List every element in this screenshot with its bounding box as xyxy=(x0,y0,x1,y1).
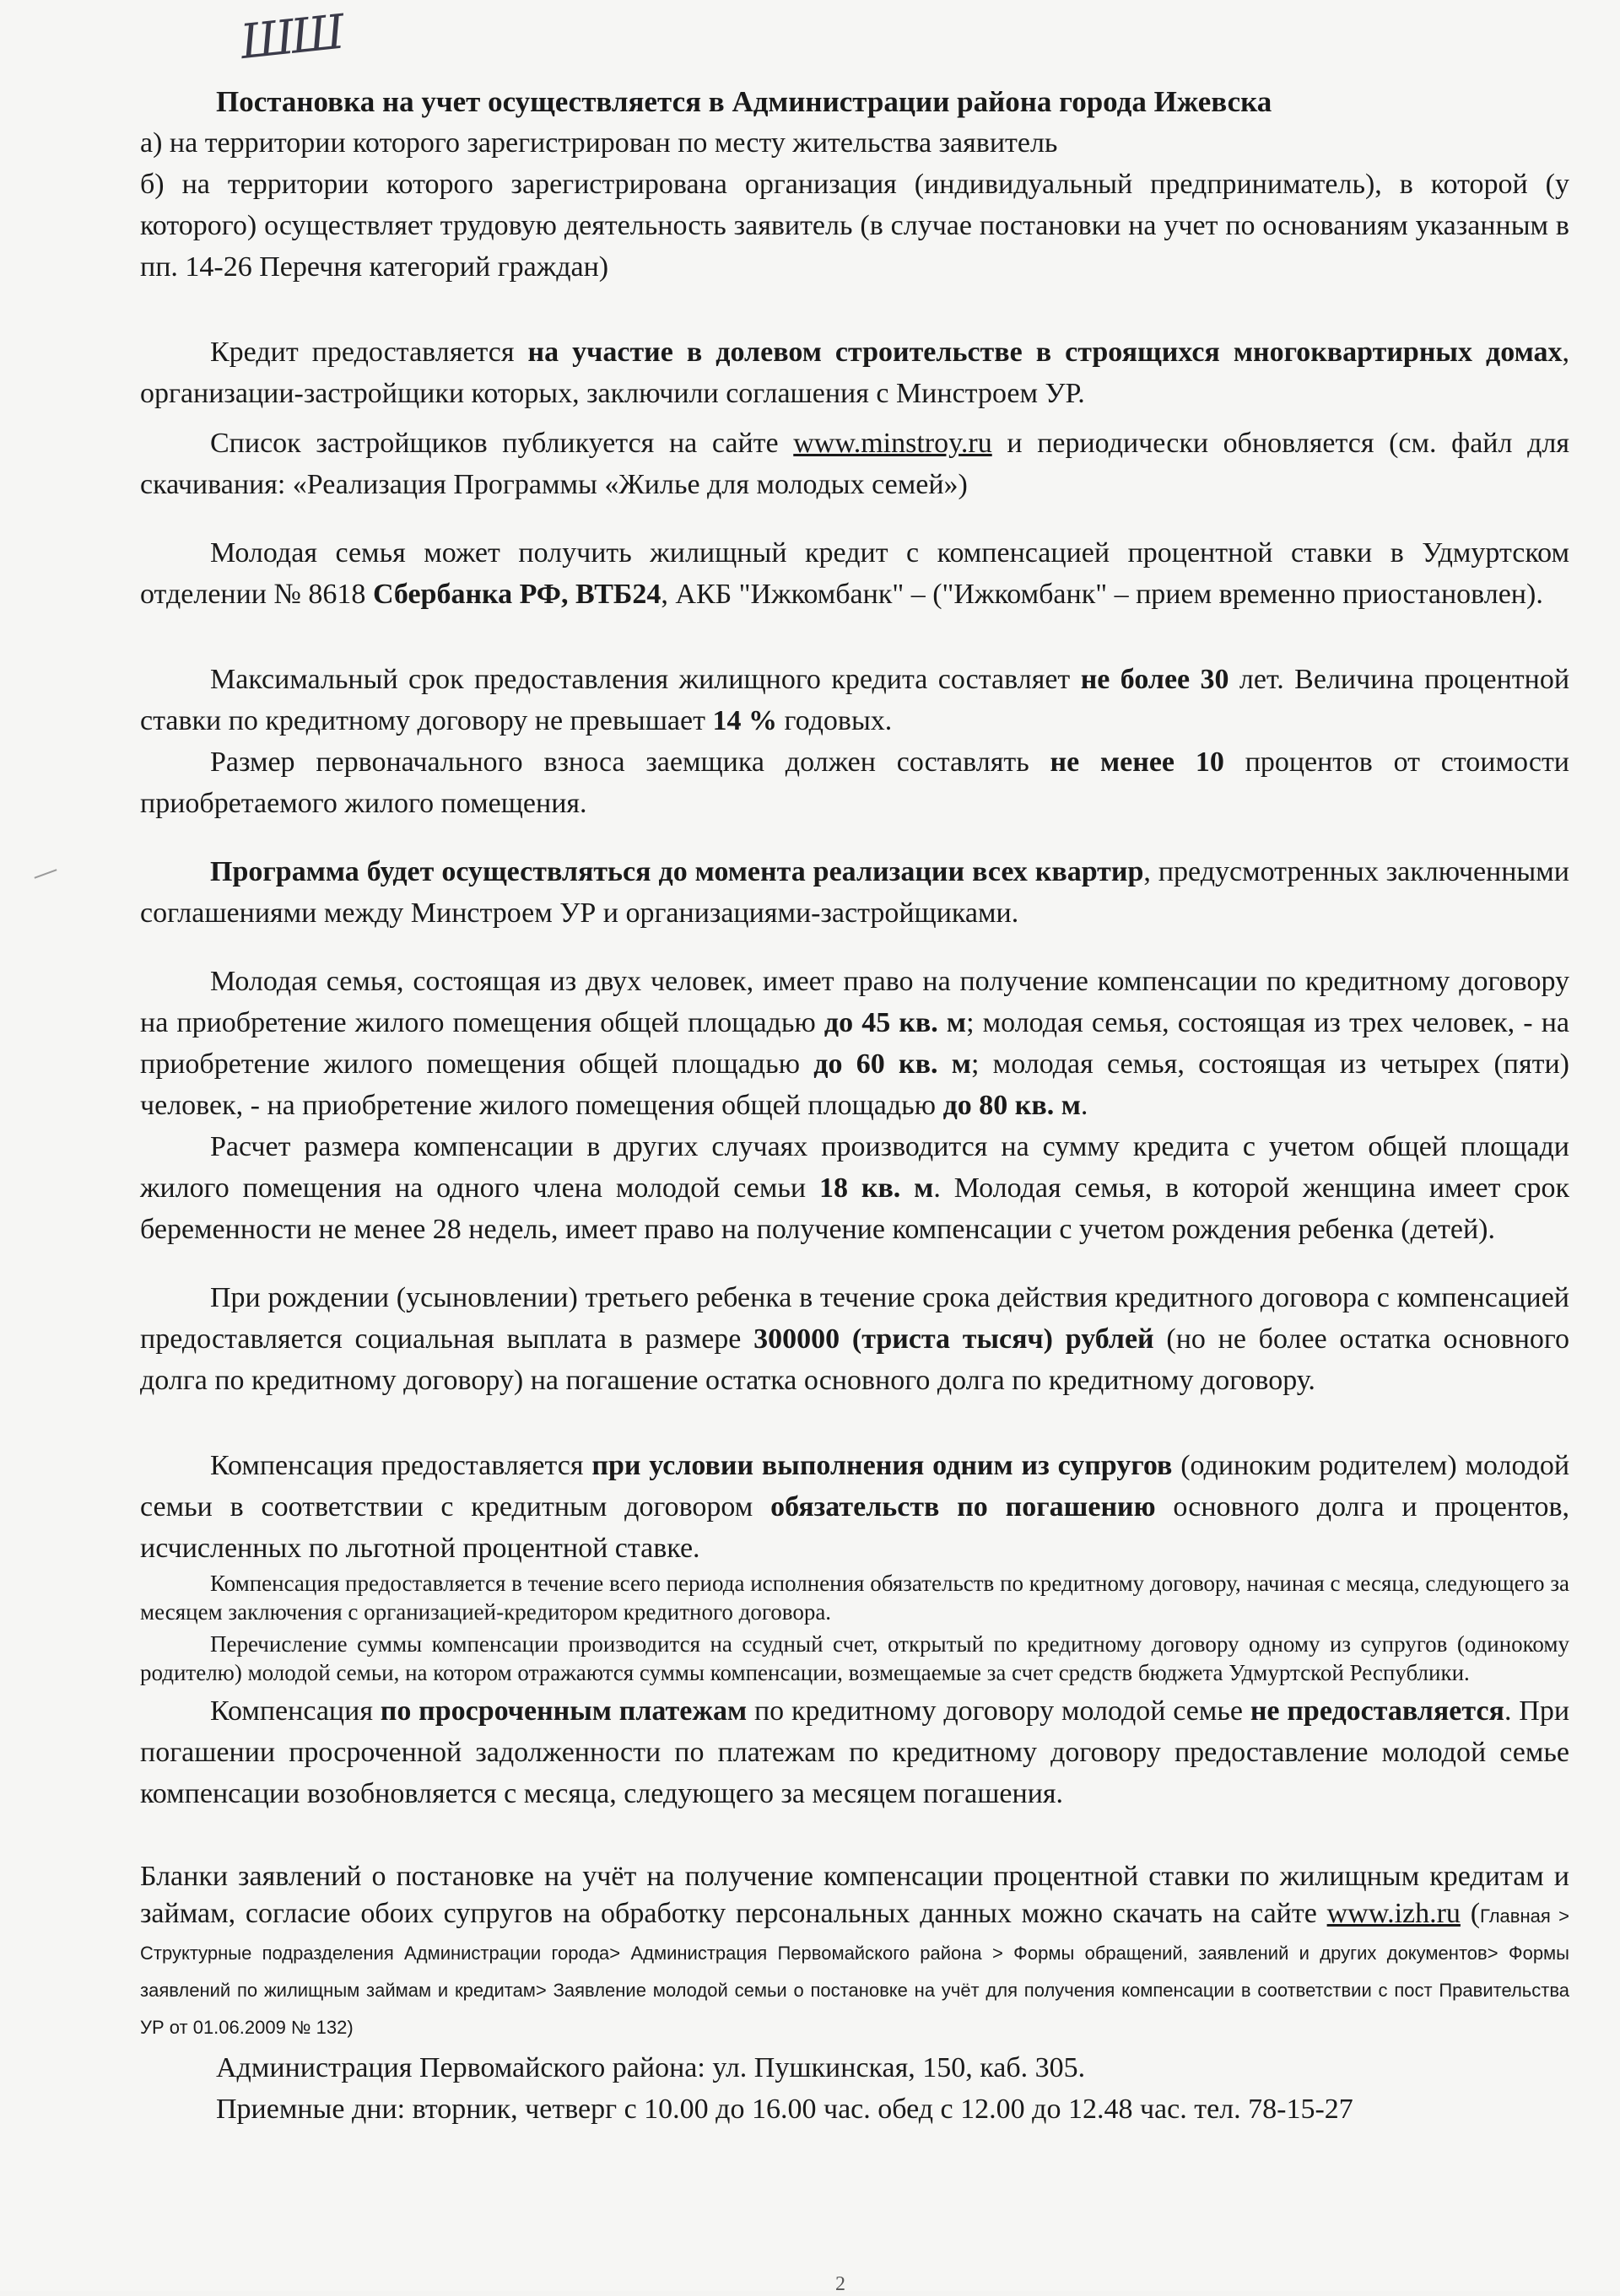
site-navigation-path: Главная > Структурные подразделения Администрации города> Администрация Первомайского района > Формы обращений, заявлений и других документов> Формы заявлений по жилищным займам и кредитам> Заявление молодой семьи о постановке на учёт для получения компенсации в соответствии с пост Правительства УР от 01.06.2009 № 132) xyxy=(140,1905,1570,2038)
credit-paragraph: Кредит предоставляется на участие в долевом строительстве в строящихся многоквартирных домах, организации-застройщики которых, заключили соглашения с Минстроем УР. xyxy=(140,337,1570,409)
registration-item-b: б) на территории которого зарегистрирована организация (индивидуальный предприниматель), в которой (у которого) осуществляет трудовую деятельность заявитель (в случае постановки на учет по основаниям указанным в пп. 14-26 Перечня категорий граждан) xyxy=(140,169,1569,283)
compensation-period-note: Компенсация предоставляется в течение всего периода исполнения обязательств по кредитному договору, начиная с месяца, следующего за месяцем заключения с организацией-кредитором кредитного договора. xyxy=(140,1571,1569,1625)
down-payment-paragraph: Размер первоначального взноса заемщика должен составлять не менее 10 процентов от стоимости приобретаемого жилого помещения. xyxy=(140,746,1569,819)
registration-item-a: а) на территории которого зарегистрирован по месту жительства заявитель xyxy=(140,127,1058,159)
area-paragraph: Молодая семья, состоящая из двух человек, имеет право на получение компенсации по кредитному договору на приобретение жилого помещения общей площадью до 45 кв. м; молодая семья, состоящая из трех человек, - на приобретение жилого помещения общей площадью до 60 кв. м; молодая семья, состоящая из четырех (пяти) человек, - на приобретение жилого помещения общей площадью до 80 кв. м. xyxy=(140,966,1570,1121)
banks-paragraph: Молодая семья может получить жилищный кредит с компенсацией процентной ставки в Удмуртском отделении № 8618 Сбербанка РФ, ВТБ24, АКБ "Ижкомбанк" – ("Ижкомбанк" – прием временно приостановлен). xyxy=(140,537,1569,610)
compensation-paragraph: Компенсация предоставляется при условии выполнения одним из супругов (одиноким родителем) молодой семьи в соответствии с кредитным договором обязательств по погашению основного долга и процентов, исчисленных по льготной процентной ставке. xyxy=(140,1450,1570,1564)
page-number: 2 xyxy=(835,2273,845,2295)
handwritten-mark: ШШ xyxy=(237,4,344,71)
scan-artifact xyxy=(35,869,57,878)
reception-hours: Приемные дни: вторник, четверг с 10.00 до 16.00 час. обед с 12.00 до 12.48 час. тел. 78-15-27 xyxy=(216,2094,1353,2125)
page-heading: Постановка на учет осуществляется в Администрации района города Ижевска xyxy=(216,85,1272,118)
third-child-paragraph: При рождении (усыновлении) третьего ребенка в течение срока действия кредитного договора с компенсацией предоставляется социальная выплата в размере 300000 (триста тысяч) рублей (но не более остатка основного долга по кредитному договору) на погашение остатка основного долга по кредитному договору. xyxy=(140,1282,1570,1396)
program-paragraph: Программа будет осуществляться до момента реализации всех квартир, предусмотренных заключенными соглашениями между Минстроем УР и организациями-застройщиками. xyxy=(140,856,1569,929)
compensation-transfer-note: Перечисление суммы компенсации производится на ссудный счет, открытый по кредитному договору одному из супругов (одинокому родителю) молодой семьи, на котором отражаются суммы компенсации, возмещаемые за счет средств бюджета Удмуртской Республики. xyxy=(140,1631,1569,1685)
document-body xyxy=(140,81,1569,2130)
term-paragraph: Максимальный срок предоставления жилищного кредита составляет не более 30 лет. Величина процентной ставки по кредитному договору не превышает 14 % годовых. xyxy=(140,664,1570,736)
izh-link[interactable]: www.izh.ru xyxy=(1326,1898,1461,1929)
forms-paragraph: Бланки заявлений о постановке на учёт на получение компенсации процентной ставки по жилищным кредитам и займам, согласие обоих супругов на обработку персональных данных можно скачать на сайте www.izh.ru (Главная > Структурные подразделения Администрации города> Администрация Первомайского района > Формы обращений, заявлений и других документов> Формы заявлений по жилищным займам и кредитам> Заявление молодой семьи о постановке на учёт для получения компенсации в соответствии с пост Правительства УР от 01.06.2009 № 132) xyxy=(140,1861,1570,2038)
admin-address: Администрация Первомайского района: ул. Пушкинская, 150, каб. 305. xyxy=(216,2052,1086,2083)
area-calculation-paragraph: Расчет размера компенсации в других случаях производится на сумму кредита с учетом общей площади жилого помещения на одного члена молодой семьи 18 кв. м. Молодая семья, в которой женщина имеет срок беременности не менее 28 недель, имеет право на получение компенсации с учетом рождения ребенка (детей). xyxy=(140,1131,1569,1245)
developers-list-paragraph: Список застройщиков публикуется на сайте www.minstroy.ru и периодически обновляется (см. файл для скачивания: «Реализация Программы «Жилье для молодых семей») xyxy=(140,428,1569,500)
minstroy-link[interactable]: www.minstroy.ru xyxy=(793,428,992,459)
overdue-paragraph: Компенсация по просроченным платежам по кредитному договору молодой семье не предоставляется. При погашении просроченной задолженности по платежам по кредитному договору предоставление молодой семье компенсации возобновляется с месяца, следующего за месяцем погашения. xyxy=(140,1695,1570,1809)
